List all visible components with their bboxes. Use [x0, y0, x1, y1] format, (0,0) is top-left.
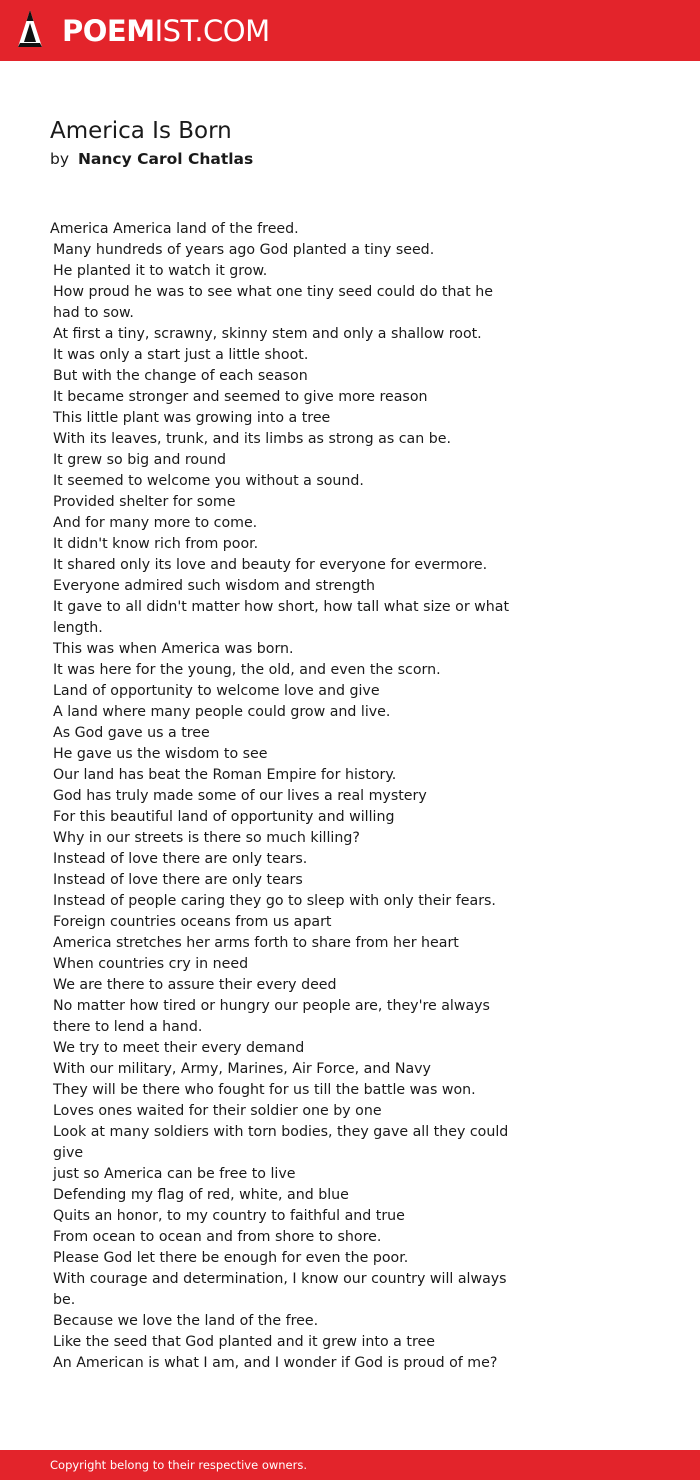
copyright-text: Copyright belong to their respective owners. [50, 1458, 308, 1472]
poem-line: God has truly made some of our lives a real mystery [53, 788, 427, 804]
poem-line: With our military, Army, Marines, Air Force, and Navy [53, 1061, 431, 1077]
poem-line: This was when America was born. [53, 641, 294, 657]
poem-line: Quits an honor, to my country to faithful and true [53, 1208, 405, 1224]
poem-line: But with the change of each season [53, 368, 308, 384]
poem-line: Provided shelter for some [53, 494, 236, 510]
poem-line: When countries cry in need [53, 956, 249, 972]
poem-line: As God gave us a tree [53, 725, 210, 741]
by-label: by [50, 150, 70, 168]
site-header [0, 0, 700, 61]
poem-line: At first a tiny, scrawny, skinny stem and only a shallow root. [53, 326, 482, 342]
poem-line: Foreign countries oceans from us apart [53, 914, 332, 930]
poem-line: A land where many people could grow and live. [53, 704, 391, 720]
poem-line: They will be there who fought for us till the battle was won. [53, 1082, 476, 1098]
poem-line: This little plant was growing into a tree [53, 410, 331, 426]
poem-line: It gave to all didn't matter how short, how tall what size or what length. [53, 599, 510, 636]
poem-line: Look at many soldiers with torn bodies, they gave all they could give [53, 1124, 509, 1161]
poem-line: It shared only its love and beauty for everyone for evermore. [53, 557, 488, 573]
poem-line: Many hundreds of years ago God planted a tiny seed. [53, 242, 435, 258]
poem-line: Loves ones waited for their soldier one by one [53, 1103, 382, 1119]
poem-line: Instead of love there are only tears. [53, 851, 308, 867]
poem-line: It was only a start just a little shoot. [53, 347, 309, 363]
poem-line: Because we love the land of the free. [53, 1313, 319, 1329]
poem-line: We are there to assure their every deed [53, 977, 337, 993]
poem-line: How proud he was to see what one tiny seed could do that he had to sow. [53, 284, 493, 321]
poem-line: He gave us the wisdom to see [53, 746, 268, 762]
logo-light-text: IST.COM [154, 14, 270, 48]
poem-line: Everyone admired such wisdom and strength [53, 578, 376, 594]
author-name[interactable]: Nancy Carol Chatlas [77, 150, 254, 168]
byline [50, 148, 253, 170]
logo-bold-text: POEM [62, 14, 155, 48]
site-footer [0, 1450, 700, 1480]
poem-line: For this beautiful land of opportunity and willing [53, 809, 395, 825]
site-logo[interactable] [62, 12, 270, 50]
poem-line: Like the seed that God planted and it grew into a tree [53, 1334, 435, 1350]
poem-line: America America land of the freed. [50, 221, 299, 237]
poem-title: America Is Born [50, 118, 232, 144]
poem-line: Please God let there be enough for even the poor. [53, 1250, 409, 1266]
poem-line: Why in our streets is there so much killing? [53, 830, 360, 846]
poem-line: We try to meet their every demand [53, 1040, 305, 1056]
poem-line: No matter how tired or hungry our people are, they're always there to lend a hand. [53, 998, 490, 1035]
poem-line: It was here for the young, the old, and even the scorn. [53, 662, 441, 678]
poem-line: Defending my flag of red, white, and blue [53, 1187, 349, 1203]
poem-line: just so America can be free to live [53, 1166, 296, 1182]
poem-line: Instead of love there are only tears [53, 872, 303, 888]
poem-line: America stretches her arms forth to share from her heart [53, 935, 459, 951]
poem-line: He planted it to watch it grow. [53, 263, 268, 279]
poem-line: It seemed to welcome you without a sound. [53, 473, 364, 489]
poem-line: Instead of people caring they go to sleep with only their fears. [53, 893, 496, 909]
poem-line: It became stronger and seemed to give more reason [53, 389, 428, 405]
poem-line: And for many more to come. [53, 515, 258, 531]
poem-line: From ocean to ocean and from shore to shore. [53, 1229, 382, 1245]
poem-line: An American is what I am, and I wonder if God is proud of me? [53, 1355, 498, 1371]
poem-line: With courage and determination, I know our country will always be. [53, 1271, 507, 1308]
poem-line: Our land has beat the Roman Empire for history. [53, 767, 397, 783]
poem-line: It grew so big and round [53, 452, 227, 468]
poem-line: Land of opportunity to welcome love and give [53, 683, 380, 699]
pencil-tip-icon[interactable] [17, 9, 43, 51]
poem-body [50, 219, 512, 1374]
poem-line: It didn't know rich from poor. [53, 536, 259, 552]
poem-line: With its leaves, trunk, and its limbs as strong as can be. [53, 431, 451, 447]
